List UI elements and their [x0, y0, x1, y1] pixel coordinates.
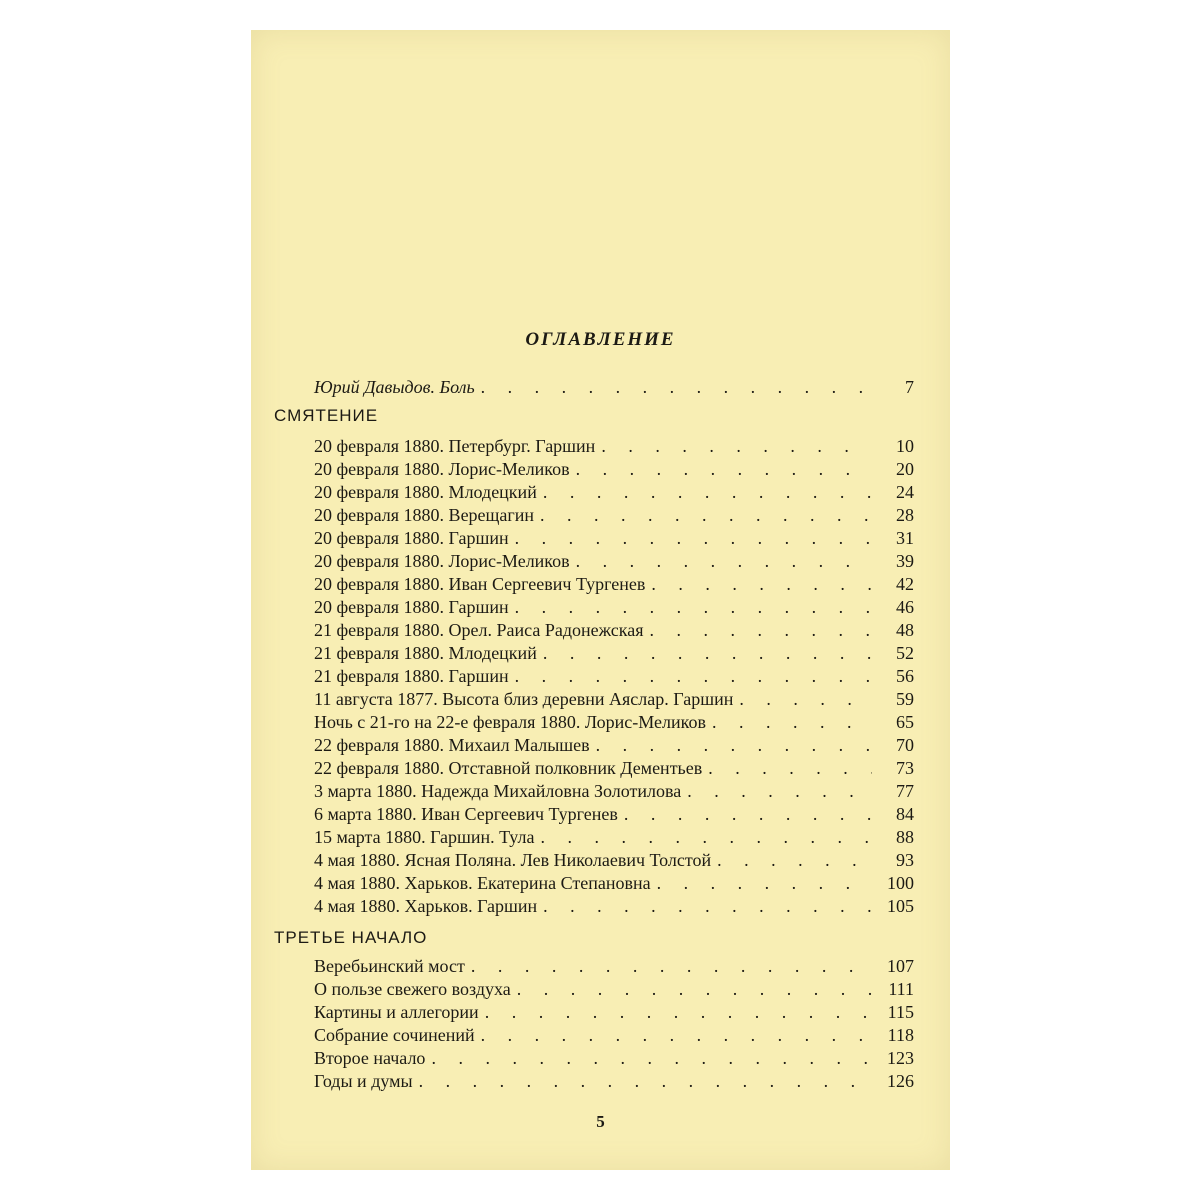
toc-entry [314, 596, 914, 619]
toc-entry [314, 550, 914, 573]
leader-dots [471, 955, 872, 978]
toc-entry-title: 6 марта 1880. Иван Сергеевич Тургенев [314, 804, 618, 824]
toc-entry [314, 1001, 914, 1024]
toc-entry-title: 21 февраля 1880. Орел. Раиса Радонежская [314, 620, 644, 640]
toc-entry-title: 22 февраля 1880. Михаил Малышев [314, 735, 590, 755]
toc-entry [314, 711, 914, 734]
toc-entry-page: 46 [896, 597, 914, 617]
toc-entry-title: 11 августа 1877. Высота близ деревни Аяслар. Гаршин [314, 689, 734, 709]
leader-dots [596, 734, 872, 757]
toc-entry-page: 84 [896, 804, 914, 824]
toc-entry [314, 435, 914, 458]
leader-dots [543, 481, 872, 504]
toc-entry [314, 780, 914, 803]
toc-entry [314, 757, 914, 780]
toc-entry [314, 688, 914, 711]
toc-entry-title: Картины и аллегории [314, 1002, 479, 1022]
leader-dots [485, 1001, 872, 1024]
toc-entry-title: 20 февраля 1880. Лорис-Меликов [314, 551, 570, 571]
toc-entry-page: 118 [887, 1025, 914, 1045]
toc-entry-page: 105 [887, 896, 914, 916]
toc-entry-page: 126 [887, 1071, 914, 1091]
leader-dots [624, 803, 872, 826]
toc-entry [314, 978, 914, 1001]
toc-entry-title: 15 марта 1880. Гаршин. Тула [314, 827, 535, 847]
toc-entry-page: 39 [896, 551, 914, 571]
leader-dots [651, 573, 872, 596]
toc-entry-title: 22 февраля 1880. Отставной полковник Дементьев [314, 758, 703, 778]
leader-dots [540, 504, 872, 527]
toc-entry-title: 4 мая 1880. Ясная Поляна. Лев Николаевич Толстой [314, 850, 712, 870]
leader-dots [481, 1024, 872, 1047]
toc-entry-page: 7 [905, 377, 914, 397]
leader-dots [657, 872, 872, 895]
toc-entry [314, 849, 914, 872]
toc-entry-page: 56 [896, 666, 914, 686]
toc-heading: ОГЛАВЛЕНИЕ [525, 329, 676, 350]
toc-entry-title: Ночь с 21-го на 22-е февраля 1880. Лорис-Меликов [314, 712, 706, 732]
toc-entry-title: Собрание сочинений [314, 1025, 475, 1045]
toc-entry-title: 20 февраля 1880. Гаршин [314, 597, 509, 617]
toc-entry-page: 24 [896, 482, 914, 502]
toc-entry-page: 10 [896, 436, 914, 456]
toc-entry-page: 73 [896, 758, 914, 778]
toc-entry [314, 826, 914, 849]
toc-entry [314, 504, 914, 527]
toc-entry [314, 573, 914, 596]
toc-entry-title: 21 февраля 1880. Гаршин [314, 666, 509, 686]
leader-dots [419, 1070, 872, 1093]
leader-dots [576, 550, 872, 573]
toc-entry-title: Юрий Давыдов. Боль [314, 377, 475, 397]
toc-entry [314, 895, 914, 918]
toc-entry-title: 20 февраля 1880. Верещагин [314, 505, 535, 525]
toc-entry-page: 115 [887, 1002, 914, 1022]
toc-entry-title: Второе начало [314, 1048, 426, 1068]
toc-entry [314, 527, 914, 550]
toc-entry-page: 52 [896, 643, 914, 663]
toc-entry-title: 20 февраля 1880. Млодецкий [314, 482, 537, 502]
page-number: 5 [596, 1112, 605, 1131]
leader-dots [739, 688, 872, 711]
book-page [251, 30, 950, 1170]
toc-entry-page: 93 [896, 850, 914, 870]
toc-entry [314, 955, 914, 978]
toc-entry-page: 111 [888, 979, 914, 999]
section-heading: СМЯТЕНИЕ [274, 406, 379, 425]
toc-entry-page: 70 [896, 735, 914, 755]
toc-entry-page: 42 [896, 574, 914, 594]
toc-entry [314, 481, 914, 504]
leader-dots [649, 619, 872, 642]
leader-dots [712, 711, 872, 734]
leader-dots [517, 978, 872, 1001]
leader-dots [540, 826, 872, 849]
leader-dots [576, 458, 872, 481]
section-heading: ТРЕТЬЕ НАЧАЛО [274, 928, 428, 947]
leader-dots [481, 376, 872, 399]
toc-entry [314, 1024, 914, 1047]
toc-entry-title: О пользе свежего воздуха [314, 979, 511, 999]
toc-entry-title: Веребьинский мост [314, 956, 465, 976]
toc-entry-title: 4 мая 1880. Харьков. Гаршин [314, 896, 538, 916]
toc-entry-title: 20 февраля 1880. Лорис-Меликов [314, 459, 570, 479]
toc-entry [314, 619, 914, 642]
leader-dots [543, 642, 872, 665]
toc-entry [314, 1070, 914, 1093]
leader-dots [431, 1047, 872, 1070]
toc-entry-title: Годы и думы [314, 1071, 413, 1091]
toc-entry [314, 872, 914, 895]
leader-dots [601, 435, 872, 458]
leader-dots [717, 849, 872, 872]
toc-entry-page: 107 [887, 956, 914, 976]
toc-entry [314, 458, 914, 481]
toc-entry-title: 3 марта 1880. Надежда Михайловна Золотилова [314, 781, 682, 801]
toc-entry-page: 20 [896, 459, 914, 479]
leader-dots [708, 757, 872, 780]
toc-entry [314, 803, 914, 826]
toc-entry-title: 20 февраля 1880. Петербург. Гаршин [314, 436, 596, 456]
toc-entry [314, 1047, 914, 1070]
toc-entry-title: 20 февраля 1880. Иван Сергеевич Тургенев [314, 574, 646, 594]
toc-entry [314, 642, 914, 665]
toc-entry-page: 31 [896, 528, 914, 548]
toc-entry-title: 21 февраля 1880. Млодецкий [314, 643, 537, 663]
leader-dots [515, 527, 872, 550]
toc-entry-page: 123 [887, 1048, 914, 1068]
leader-dots [687, 780, 872, 803]
toc-entry [314, 665, 914, 688]
toc-entry-page: 88 [896, 827, 914, 847]
leader-dots [515, 596, 872, 619]
leader-dots [543, 895, 872, 918]
toc-entry-page: 77 [896, 781, 914, 801]
toc-entry-preface [314, 376, 914, 399]
toc-entry-page: 100 [887, 873, 914, 893]
toc-entry [314, 734, 914, 757]
toc-entry-page: 59 [896, 689, 914, 709]
toc-entry-page: 65 [896, 712, 914, 732]
toc-entry-page: 28 [896, 505, 914, 525]
leader-dots [515, 665, 872, 688]
toc-entry-page: 48 [896, 620, 914, 640]
toc-entry-title: 4 мая 1880. Харьков. Екатерина Степановна [314, 873, 651, 893]
toc-entry-title: 20 февраля 1880. Гаршин [314, 528, 509, 548]
